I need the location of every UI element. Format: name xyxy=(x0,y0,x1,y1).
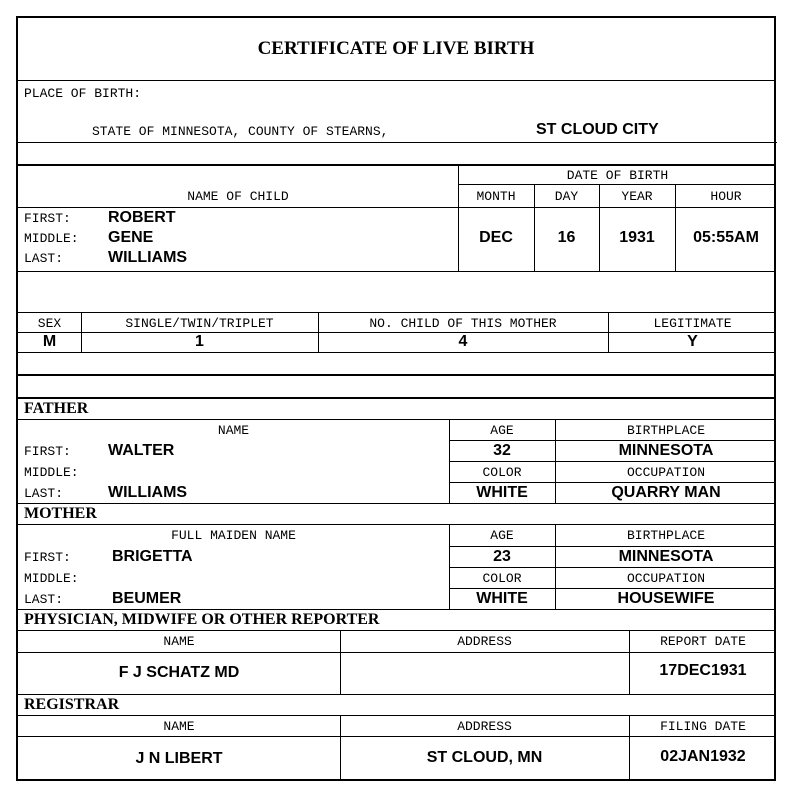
physician-name-header: NAME xyxy=(163,634,195,649)
rule xyxy=(18,652,774,653)
father-section-title: FATHER xyxy=(24,400,89,417)
child-last-label: LAST: xyxy=(24,251,64,266)
rule xyxy=(449,482,774,483)
mother-first-name: BRIGETTA xyxy=(112,548,193,565)
mother-color-header: COLOR xyxy=(482,571,522,586)
physician-address-header: ADDRESS xyxy=(457,634,512,649)
father-age-header: AGE xyxy=(490,423,514,438)
registrar-section-title: REGISTRAR xyxy=(24,696,120,713)
birth-month-value: DEC xyxy=(479,229,513,246)
father-color-value: WHITE xyxy=(476,484,528,501)
rule xyxy=(18,609,774,610)
registrar-address-value: ST CLOUD, MN xyxy=(426,749,543,766)
mother-age-value: 23 xyxy=(493,548,511,565)
rule xyxy=(18,164,774,166)
mother-last-name: BEUMER xyxy=(112,590,182,607)
plurality-label: SINGLE/TWIN/TRIPLET xyxy=(125,316,274,331)
rule xyxy=(18,524,774,525)
rule xyxy=(449,567,774,568)
father-color-header: COLOR xyxy=(482,465,522,480)
month-label: MONTH xyxy=(476,189,516,204)
year-label: YEAR xyxy=(621,189,653,204)
child-first-name: ROBERT xyxy=(108,209,176,226)
mother-middle-label: MIDDLE: xyxy=(24,571,79,586)
mother-occupation-value: HOUSEWIFE xyxy=(617,590,715,607)
father-occupation-header: OCCUPATION xyxy=(626,465,705,480)
rule xyxy=(18,207,774,208)
rule xyxy=(18,715,774,716)
birth-year-value: 1931 xyxy=(619,229,655,246)
father-name-header: NAME xyxy=(217,423,250,438)
child-last-name: WILLIAMS xyxy=(108,249,188,266)
rule xyxy=(18,271,774,272)
rule xyxy=(18,503,774,504)
mother-birthplace-value: MINNESOTA xyxy=(618,548,714,565)
mother-color-value: WHITE xyxy=(476,590,528,607)
child-first-label: FIRST: xyxy=(24,211,71,226)
child-middle-name: GENE xyxy=(108,229,154,246)
rule xyxy=(18,312,774,313)
father-first-name: WALTER xyxy=(108,442,175,459)
rule xyxy=(18,374,774,376)
mother-age-header: AGE xyxy=(490,528,514,543)
birth-hour-value: 05:55AM xyxy=(693,229,759,246)
rule xyxy=(458,184,774,185)
hour-label: HOUR xyxy=(710,189,742,204)
certificate-form xyxy=(16,16,776,781)
filing-date-header: FILING DATE xyxy=(660,719,746,734)
father-occupation-value: QUARRY MAN xyxy=(611,484,721,501)
child-middle-label: MIDDLE: xyxy=(24,231,79,246)
physician-name-value: F J SCHATZ MD xyxy=(118,664,240,681)
father-birthplace-header: BIRTHPLACE xyxy=(626,423,705,438)
mother-last-label: LAST: xyxy=(24,592,64,607)
physician-section-title: PHYSICIAN, MIDWIFE OR OTHER REPORTER xyxy=(24,611,380,628)
date-of-birth-header: DATE OF BIRTH xyxy=(566,168,669,183)
father-last-label: LAST: xyxy=(24,486,64,501)
place-of-birth-city: ST CLOUD CITY xyxy=(536,121,659,138)
rule xyxy=(449,461,774,462)
report-date-header: REPORT DATE xyxy=(660,634,746,649)
father-first-label: FIRST: xyxy=(24,444,71,459)
rule xyxy=(18,630,774,631)
registrar-name-header: NAME xyxy=(163,719,195,734)
legitimate-value: Y xyxy=(687,333,698,350)
certificate-title: CERTIFICATE OF LIVE BIRTH xyxy=(257,38,535,59)
sex-label: SEX xyxy=(37,316,62,331)
plurality-value: 1 xyxy=(195,333,204,350)
sex-value: M xyxy=(42,333,57,350)
filing-date-value: 02JAN1932 xyxy=(660,748,746,765)
rule xyxy=(18,352,774,353)
child-number-value: 4 xyxy=(458,333,468,350)
mother-birthplace-header: BIRTHPLACE xyxy=(626,528,705,543)
report-date-value: 17DEC1931 xyxy=(659,662,747,679)
rule xyxy=(18,80,774,81)
child-number-label: NO. CHILD OF THIS MOTHER xyxy=(369,316,557,331)
rule xyxy=(18,694,774,695)
day-label: DAY xyxy=(554,189,579,204)
father-age-value: 32 xyxy=(493,442,511,459)
rule xyxy=(18,736,774,737)
place-of-birth-label: PLACE OF BIRTH: xyxy=(24,86,142,101)
registrar-address-header: ADDRESS xyxy=(457,719,512,734)
city-underline xyxy=(516,142,777,143)
child-name-header: NAME OF CHILD xyxy=(187,189,289,204)
father-middle-label: MIDDLE: xyxy=(24,465,79,480)
rule xyxy=(449,588,774,589)
rule xyxy=(449,546,774,547)
birth-day-value: 16 xyxy=(557,229,576,246)
father-last-name: WILLIAMS xyxy=(108,484,188,501)
father-birthplace-value: MINNESOTA xyxy=(618,442,714,459)
registrar-name-value: J N LIBERT xyxy=(135,750,223,767)
mother-occupation-header: OCCUPATION xyxy=(626,571,705,586)
mother-first-label: FIRST: xyxy=(24,550,71,565)
rule xyxy=(449,440,774,441)
rule xyxy=(18,419,774,420)
mother-section-title: MOTHER xyxy=(24,505,97,522)
rule xyxy=(18,397,774,399)
place-of-birth-prefix: STATE OF MINNESOTA, COUNTY OF STEARNS, xyxy=(92,124,389,139)
mother-name-header: FULL MAIDEN NAME xyxy=(171,528,296,543)
legitimate-label: LEGITIMATE xyxy=(653,316,732,331)
